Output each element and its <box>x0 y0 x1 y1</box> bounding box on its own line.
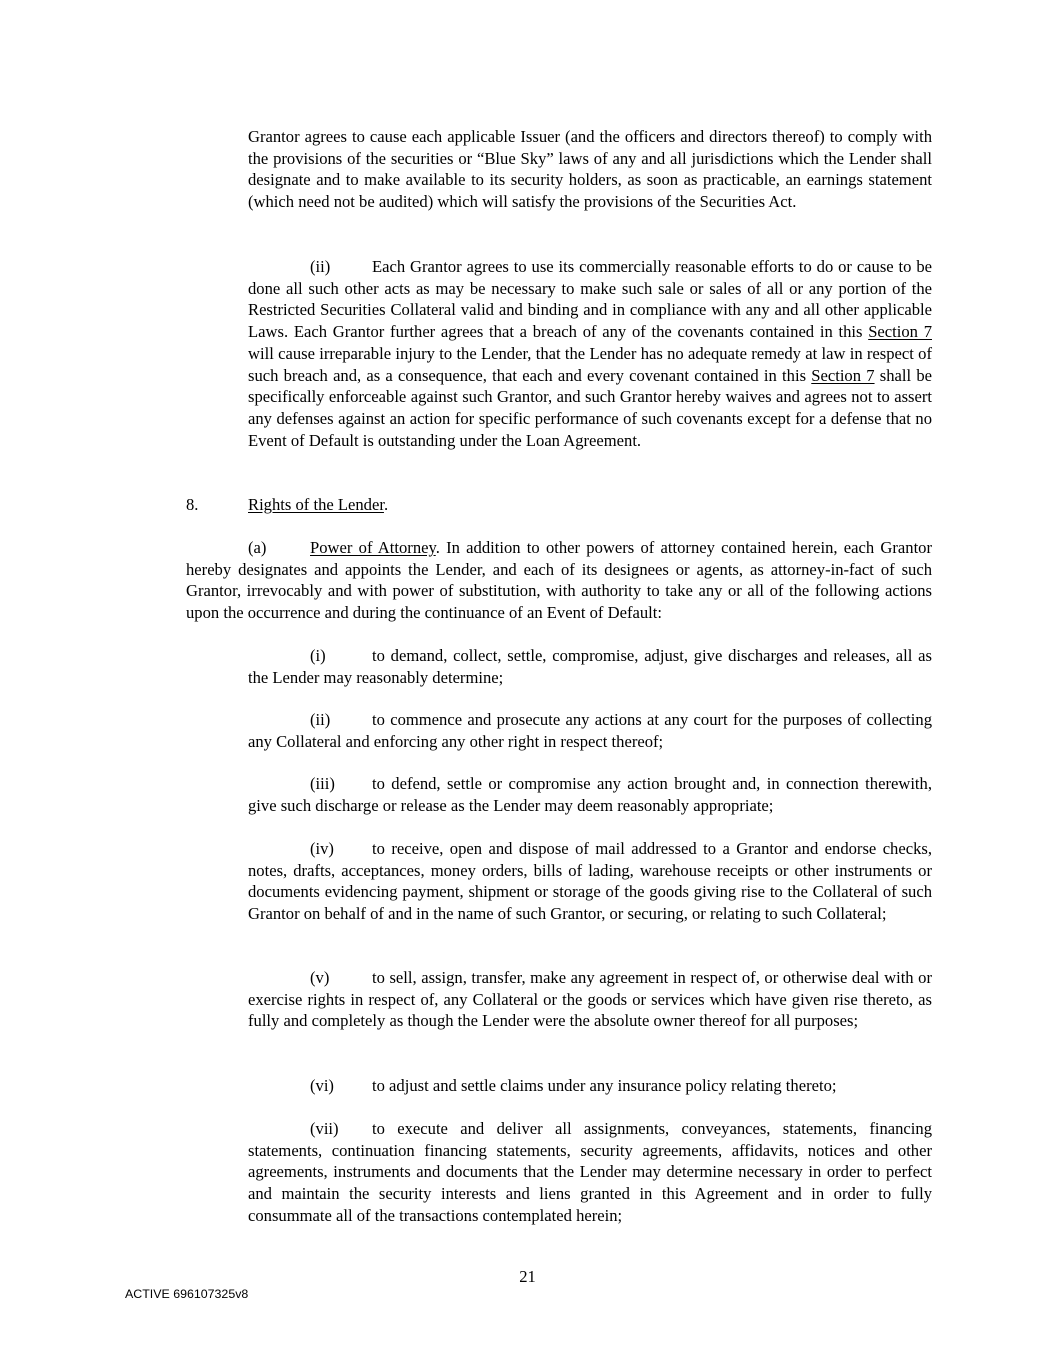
item-number: (i) <box>310 646 326 665</box>
paragraph-ii-sale-compliance: (ii) Each Grantor agrees to use its commercially reasonable efforts to do or cause to be done all such other acts as may be necessary to make such sale or sales of all or any portion of the Restricted Securities Collateral valid and binding and in compliance with any and all other applicable Laws. Each Grantor further agrees that a breach of any of the covenants contained in this Section 7 will cause irreparable injury to the Lender, that the Lender has no adequate remedy at law in respect of such breach and, as a consequence, that each and every covenant contained in this Section 7 shall be specifically enforceable against such Grantor, and such Grantor hereby waives and agrees not to assert any defenses against an action for specific performance of such covenants except for a defense that no Event of Default is outstanding under the Loan Agreement. <box>248 257 932 450</box>
section-8-heading: 8. Rights of the Lender. <box>186 495 389 514</box>
section-reference-link[interactable]: Section 7 <box>868 322 932 342</box>
section-number: 8. <box>186 495 199 514</box>
item-number: (vi) <box>310 1076 334 1095</box>
page-number: 21 <box>519 1267 536 1286</box>
list-item-vi: (vi) to adjust and settle claims under any insurance policy relating thereto; <box>310 1076 837 1095</box>
item-number: (ii) <box>310 257 331 276</box>
paragraph-a-power-of-attorney: (a) Power of Attorney. In addition to other powers of attorney contained herein, each Grantor hereby designates and appoints the Lender, and each of its designees or agents, as attorney-in-fact of such Grantor, irrevocably and with power of substitution, with authority to take any or all of the following actions upon the occurrence and during the continuance of an Event of Default: <box>186 538 933 623</box>
paragraph-text: Grantor agrees to cause each applicable Issuer (and the officers and directors thereof) to comply with the provisions of the securities or “Blue Sky” laws of any and all jurisdictions which the Lender shall designate and to make available to its security holders, as soon as practicable, an earnings statement (which need not be audited) which will satisfy the provisions of the Securities Act. <box>248 127 932 212</box>
item-number: (a) <box>248 538 267 557</box>
item-number: (v) <box>310 968 330 987</box>
section-reference-link[interactable]: Section 7 <box>811 365 875 385</box>
list-item-i: (i) to demand, collect, settle, compromise, adjust, give discharges and releases, all as the Lender may reasonably determine; <box>248 646 932 687</box>
subsection-title: Power of Attorney <box>310 538 436 557</box>
list-item-iv: (iv) to receive, open and dispose of mail addressed to a Grantor and endorse checks, notes, drafts, acceptances, money orders, bills of lading, warehouse receipts or other instruments or documents evidencing payment, shipment or storage of the goods giving rise to the Collateral of such Grantor on behalf of and in the name of such Grantor, or securing, or relating to such Collateral; <box>248 839 932 924</box>
list-item-ii: (ii) to commence and prosecute any actions at any court for the purposes of collecting any Collateral and enforcing any other right in respect thereof; <box>248 710 932 751</box>
item-number: (iv) <box>310 839 334 858</box>
item-number: (vii) <box>310 1119 339 1138</box>
list-item-vii: (vii) to execute and deliver all assignments, conveyances, statements, financing statements, continuation financing statements, security agreements, affidavits, notices and other agreements, instruments and documents that the Lender may determine necessary in order to perfect and maintain the security interests and liens granted in this Agreement and in order to fully consummate all of the transactions contemplated herein; <box>248 1119 932 1225</box>
section-title: Rights of the Lender <box>248 495 384 514</box>
list-item-v: (v) to sell, assign, transfer, make any agreement in respect of, or otherwise deal with or exercise rights in respect of, any Collateral or the goods or services which have given rise thereto, as fully and completely as though the Lender were the absolute owner thereof for all purposes; <box>248 968 932 1031</box>
document-footer-id: ACTIVE 696107325v8 <box>125 1287 249 1301</box>
list-item-iii: (iii) to defend, settle or compromise any action brought and, in connection therewith, give such discharge or release as the Lender may deem reasonably appropriate; <box>248 774 932 815</box>
paragraph-intro <box>248 126 932 213</box>
item-number: (iii) <box>310 774 335 793</box>
item-number: (ii) <box>310 710 331 729</box>
